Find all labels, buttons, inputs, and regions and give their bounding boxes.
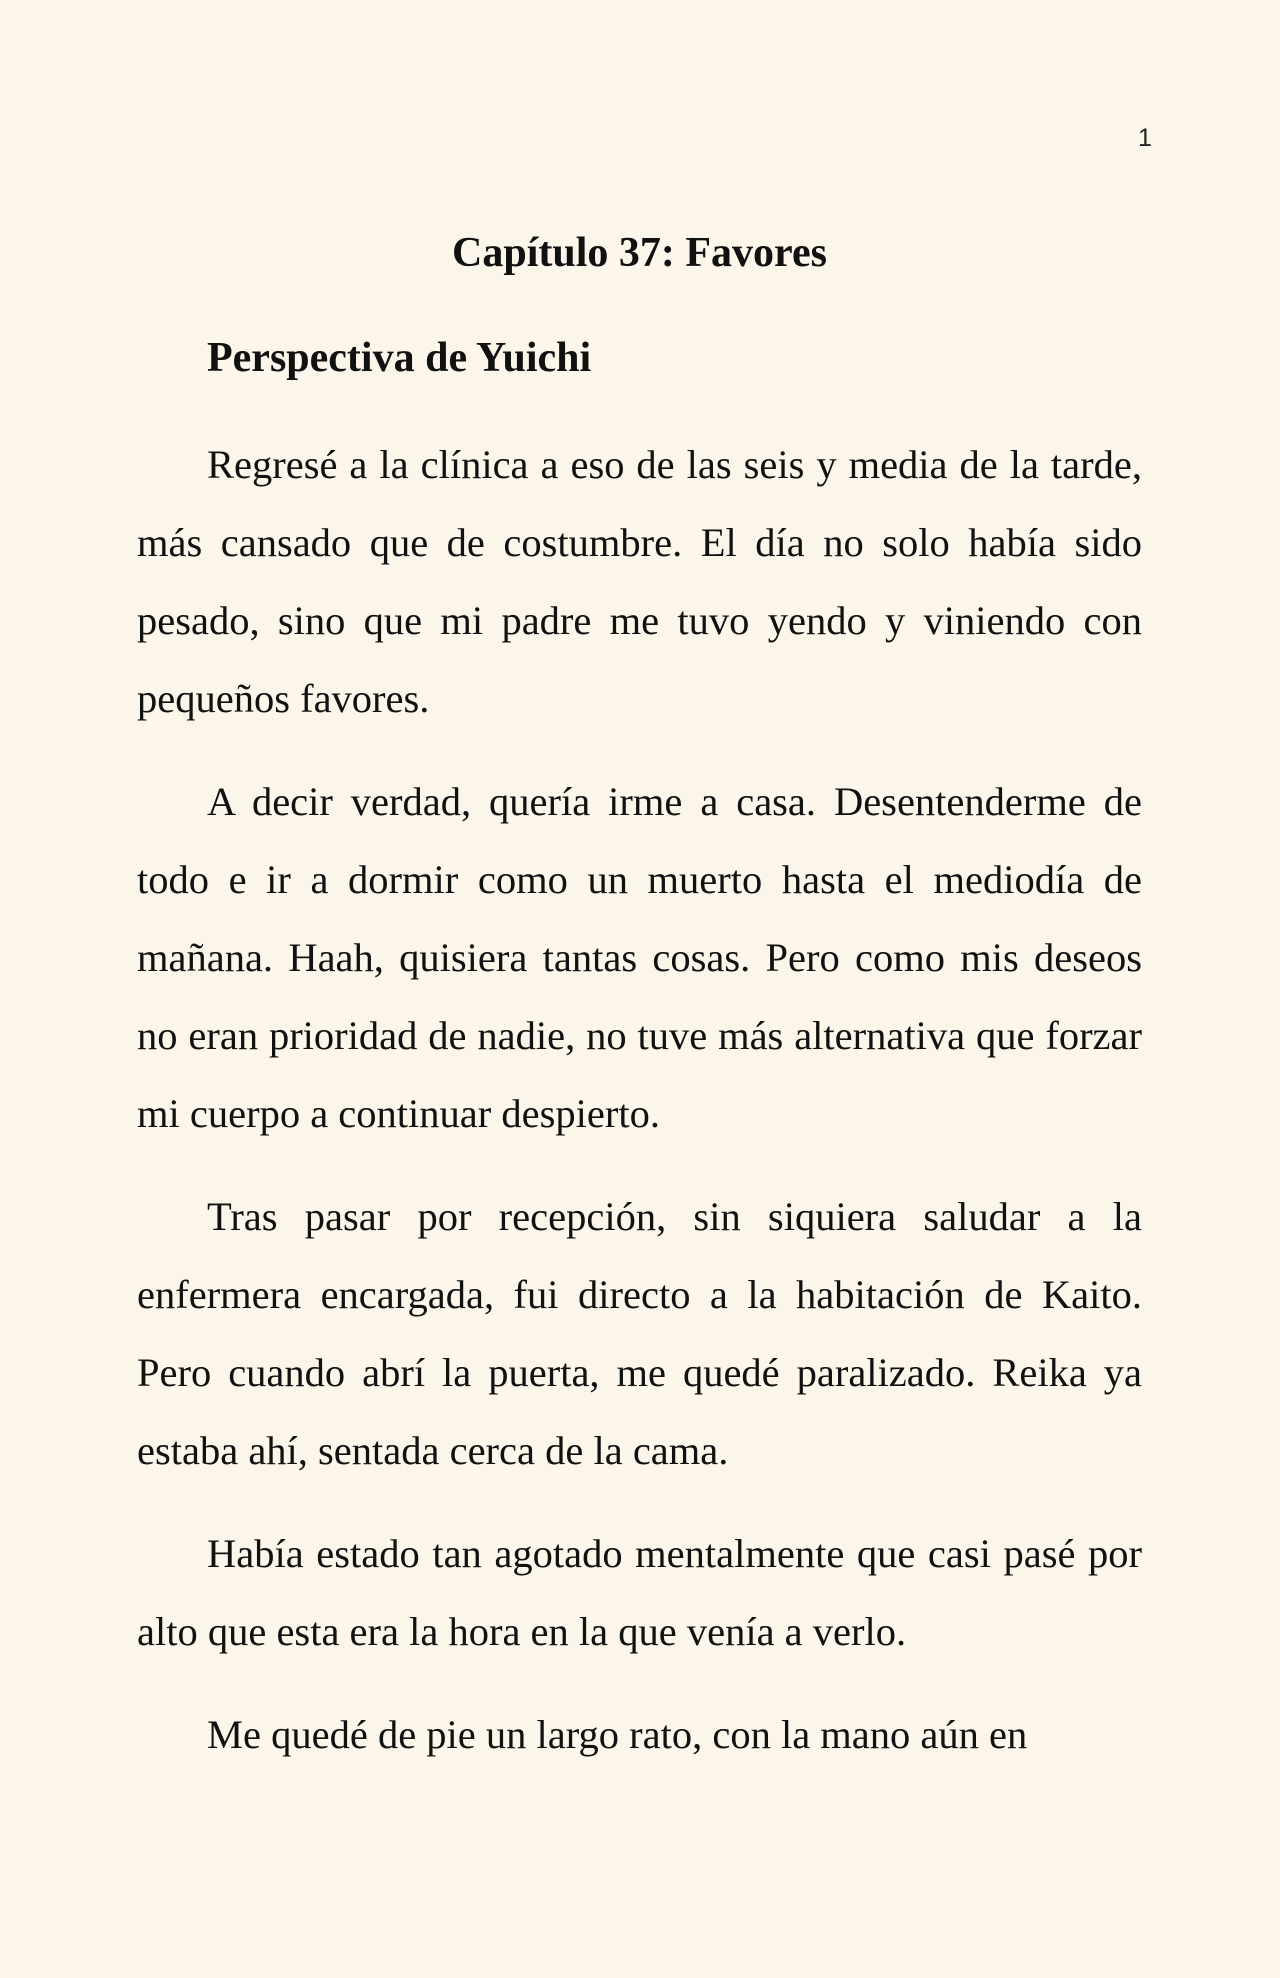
paragraph: Me quedé de pie un largo rato, con la mano aún en — [207, 1712, 1028, 1757]
paragraph: Había estado tan agotado mentalmente que casi pasé por alto que esta era la hora en la que venía a verlo. — [137, 1531, 1142, 1654]
page-number: 1 — [1138, 124, 1152, 152]
paragraph: A decir verdad, quería irme a casa. Desentenderme de todo e ir a dormir como un muerto hasta el mediodía de mañana. Haah, quisiera tantas cosas. Pero como mis deseos no eran prioridad de nadie, no tuve más alternativa que forzar mi cuerpo a continuar despierto. — [137, 779, 1142, 1136]
paragraph: Regresé a la clínica a eso de las seis y media de la tarde, más cansado que de costumbre. El día no solo había sido pesado, sino que mi padre me tuvo yendo y viniendo con pequeños favores. — [137, 442, 1142, 721]
paragraph: Tras pasar por recepción, sin siquiera saludar a la enfermera encargada, fui directo a la habitación de Kaito. Pero cuando abrí la puerta, me quedé paralizado. Reika ya estaba ahí, sentada cerca de la cama. — [137, 1194, 1142, 1473]
document-body — [137, 218, 1142, 1799]
chapter-title: Capítulo 37: Favores — [452, 230, 827, 276]
section-heading: Perspectiva de Yuichi — [207, 335, 592, 381]
